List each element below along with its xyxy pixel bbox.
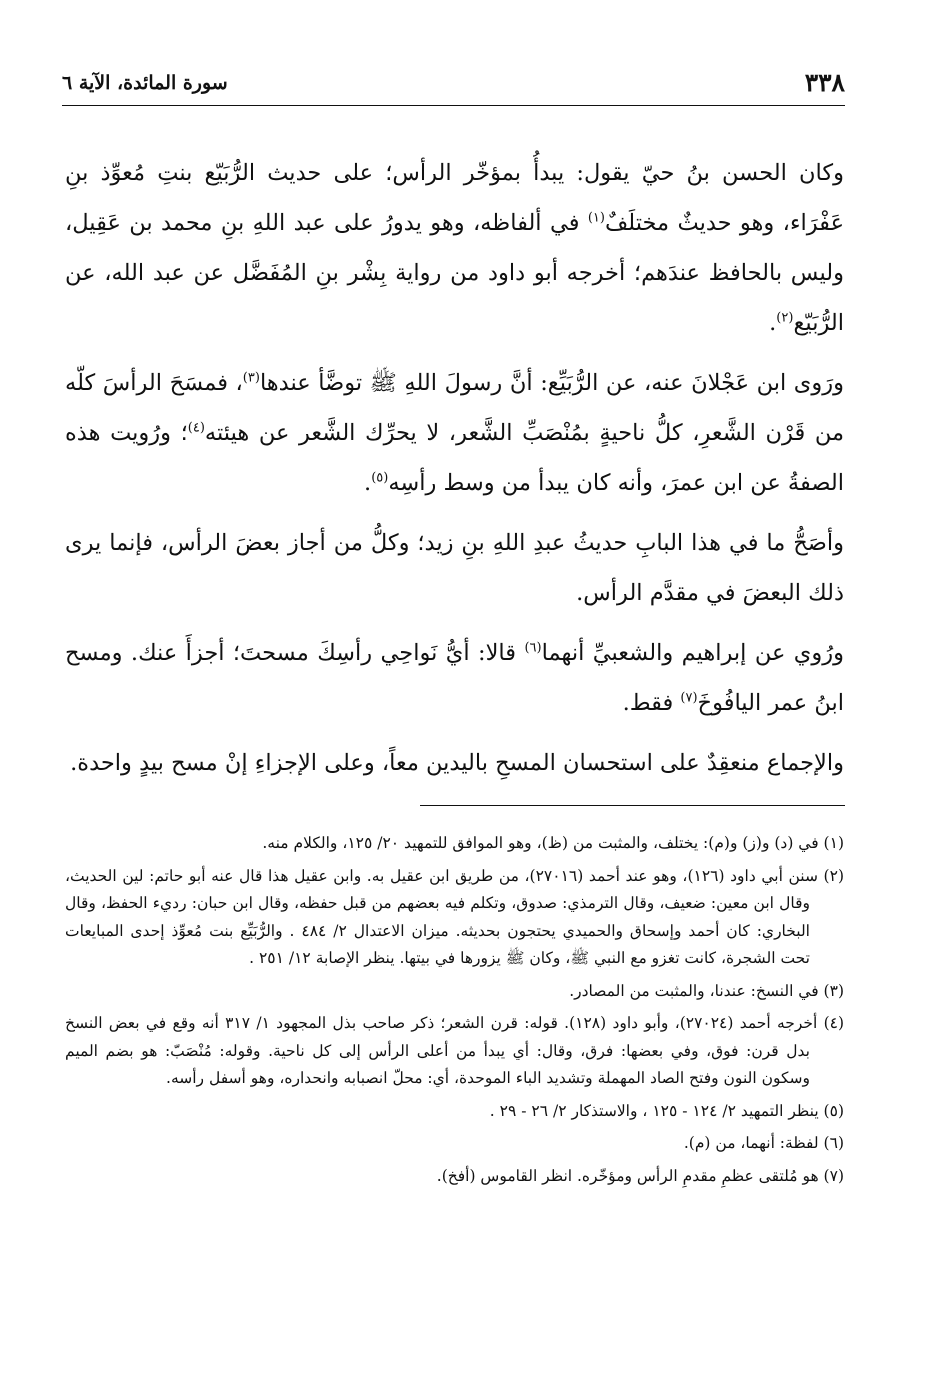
footnote-ref: (٦) [524, 640, 542, 656]
footnote-ref: (٧) [680, 690, 698, 706]
text-segment: فقط. [622, 690, 681, 716]
footnote-ref: (١) [587, 210, 605, 226]
footnote-5: (٥) ينظر التمهيد ٢/ ١٢٤ - ١٢٥ ، والاستذكار ٢/ ٢٦ - ٢٩ . [489, 1101, 844, 1120]
footnote-1: (١) في (د) و(ز) و(م): يختلف، والمثبت من (ظ)، وهو الموافق للتمهيد ٢٠/ ١٢٥، والكلام منه. [262, 834, 844, 852]
text-segment: في ألفاظه، وهو يدورُ على عبد اللهِ بنِ محمد بن عَقِيل، وليس بالحافظ عندَهم؛ أخرجه أبو داود من رواية بِشْر بنِ المُفَضَّل عن عبد الله، عن الرُّبَيّع [65, 210, 844, 336]
footnote-ref: (٣) [242, 370, 260, 386]
footnote-ref: (٢) [776, 310, 794, 326]
paragraph-5 [65, 738, 844, 788]
paragraph-1 [65, 148, 844, 348]
page-number: ٣٣٨ [804, 68, 845, 97]
footnote-6: (٦) لفظة: أنهما، من (م). [683, 1134, 844, 1152]
paragraph-3 [65, 518, 844, 618]
paragraph-2 [65, 358, 844, 508]
text-segment: وكان الحسن بنُ حيّ يقول: يبدأُ بمؤخّر الرأس؛ على حديث الرُّبَيّع بنتِ مُعوِّذ بنِ عَفْرَاء، وهو حديثٌ مختلَفٌ [65, 160, 844, 236]
text-segment: ورُوي عن إبراهيم والشعبيِّ أنهما [541, 640, 844, 666]
footnote-3: (٣) في النسخ: عندنا، والمثبت من المصادر. [569, 981, 844, 1000]
text-segment: وأصَحُّ ما في هذا البابِ حديثُ عبدِ اللهِ بنِ زيد؛ وكلُّ من أجاز بعضَ الرأس، فإنما يرى ذلك البعضَ في مقدَّم الرأس. [65, 530, 844, 606]
footnote-separator [420, 805, 845, 806]
text-segment: والإجماع منعقِدٌ على استحسان المسحِ باليدين معاً، وعلى الإجزاءِ إنْ مسح بيدٍ واحدة. [70, 750, 844, 776]
header-rule [62, 105, 845, 106]
page-header [62, 68, 845, 102]
main-text [65, 148, 844, 798]
footnote-4: (٤) أخرجه أحمد (٢٧٠٢٤)، وأبو داود (١٢٨). قوله: قرن الشعر؛ ذكر صاحب بذل المجهود ١/ ٣١٧ أنه وقع في بعض النسخ بدل قرن: فوق، وفي بعضها: فرق، وقال: أي يبدأ من أعلى الرأس إلى كل ناحية. وقوله: مُنْصَبّ: هو بضم الميم وسكون النون وفتح الصاد المهملة وتشديد الباء الموحدة، أي: محلّ انصبابه وانحداره، وهو أسفل رأسه. [65, 1014, 845, 1087]
paragraph-4 [65, 628, 844, 728]
text-segment: . [769, 310, 777, 336]
footnote-ref: (٥) [371, 470, 389, 486]
text-segment: ورَوى ابن عَجْلانَ عنه، عن الرُّبَيِّع: أنَّ رسولَ اللهِ ﷺ توضَّأ عندها [259, 370, 845, 396]
footnote-2: (٢) سنن أبي داود (١٢٦)، وهو عند أحمد (٢٧٠١٦)، من طريق ابن عقيل به. وابن عقيل هذا قال عنه أبو حاتم: لين الحديث، وقال ابن معين: ضعيف، وقال الترمذي: صدوق، وتكلم فيه بعضهم من قبل حفظه، وقال ابن حبان: رديء الحفظ، وقال البخاري: كان أحمد وإسحاق والحميدي يحتجون بحديثه. ميزان الاعتدال ٢/ ٤٨٤ . والرُّبَيِّع بنت مُعوِّذ إحدى المبايعات تحت الشجرة، كانت تغزو مع النبي ﷺ، وكان ﷺ يزورها في بيتها. ينظر الإصابة ١٢/ ٢٥١ . [65, 866, 844, 967]
text-segment: ؛ ورُويت هذه الصفةُ عن ابن عمرَ، وأنه كان يبدأ من وسط رأسِه [65, 420, 844, 496]
text-segment: . [364, 470, 372, 496]
footnote-ref: (٤) [187, 420, 205, 436]
footnotes [65, 830, 844, 1195]
footnote-7: (٧) هو مُلتقى عظمِ مقدمِ الرأس ومؤخّره. انظر القاموس (أفخ). [436, 1166, 844, 1185]
text-segment: ، فمسَحَ الرأسَ كلّه من قَرْن الشَّعرِ، كلُّ ناحيةٍ بمُنْصَبِّ الشَّعر، لا يحرِّك الشَّعر عن هيئته [65, 370, 845, 446]
text-segment: قالا: أيُّ نَواحِي رأسِكَ مسحتَ؛ أجزأَ عنك. ومسح ابنُ عمر اليافُوخَ [65, 640, 844, 716]
running-title: سورة المائدة، الآية ٦ [62, 72, 228, 94]
